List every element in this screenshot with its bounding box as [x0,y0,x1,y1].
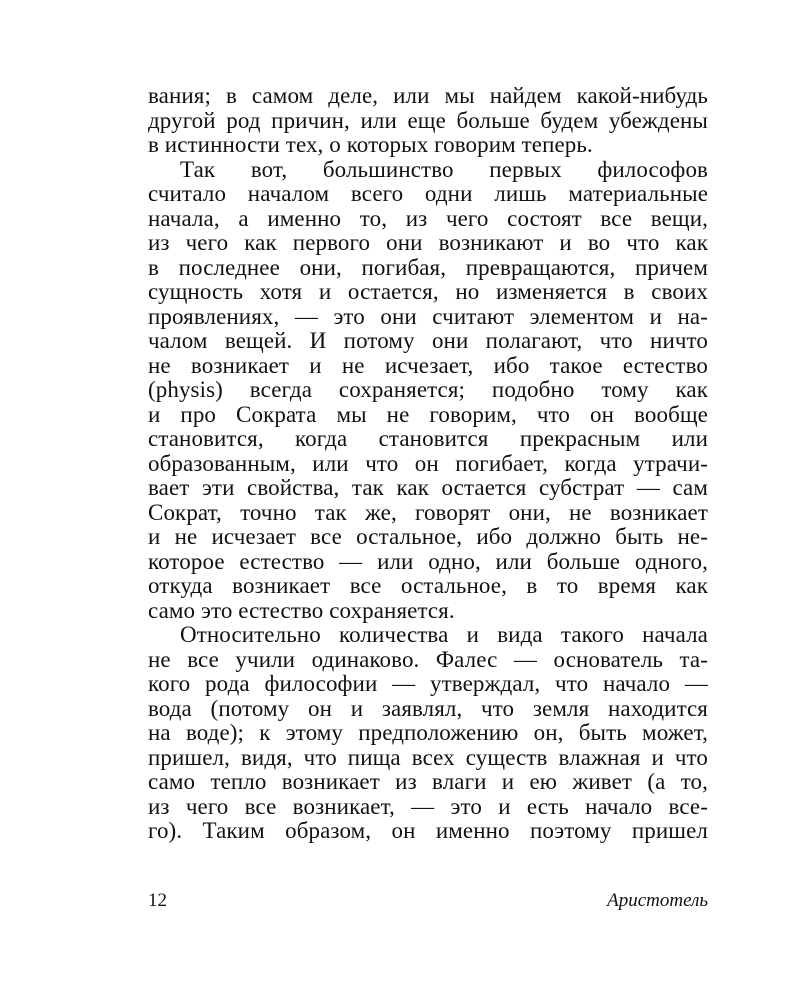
text-line: сущность хотя и остается, но изменяется в своих [148,279,708,304]
text-line: откуда возникает все остальное, в то время как [148,573,708,598]
paragraph-1 [148,84,708,158]
text-line: считало началом всего одни лишь материальные [148,181,708,206]
text-line: само тепло возникает из влаги и ею живет (а то, [148,769,708,794]
text-line: вания; в самом деле, или мы найдем какой-нибудь [148,83,708,108]
text-line: которое естество — или одно, или больше одного, [148,548,708,574]
page-number: 12 [148,890,167,911]
page-body [148,84,708,844]
text-line: Сократ, точно так же, говорят они, не возникает [148,499,708,525]
text-line: Так вот, большинство первых философов [180,156,708,182]
text-line: становится, когда становится прекрасным или [148,426,708,451]
text-line: в истинности тех, о которых говорим теперь. [148,132,593,157]
running-title: Аристотель [607,890,708,911]
text-line: и про Сократа мы не говорим, что он вообще [148,401,708,427]
text-line: кого рода философии — утверждал, что начало — [148,671,708,696]
text-line: другой род причин, или еще больше будем убеждены [148,107,708,133]
text-line: не все учили одинаково. Фалес — основатель та- [148,646,708,672]
text-line: и не исчезает все остальное, ибо должно быть не- [148,524,708,549]
text-line: в последнее они, погибая, превращаются, причем [148,254,708,280]
text-line: из чего все возникает, — это и есть начало все- [148,793,708,819]
text-line: на воде); к этому предположению он, быть может, [148,720,708,745]
text-line: (physis) всегда сохраняется; подобно тому как [148,377,708,402]
text-line: го). Таким образом, он именно поэтому пришел [148,818,708,843]
text-line: начала, а именно то, из чего состоят все вещи, [148,205,708,231]
text-line: Относительно количества и вида такого начала [180,622,708,647]
text-line: образованным, или что он погибает, когда утрачи- [148,450,708,476]
text-line: само это естество сохраняется. [148,597,455,623]
paragraph-3 [148,623,708,844]
text-line: вода (потому он и заявлял, что земля находится [148,695,708,721]
text-line: не возникает и не исчезает, ибо такое естество [148,352,708,378]
text-line: из чего как первого они возникают и во что как [148,230,708,255]
text-line: проявлениях, — это они считают элементом и на- [148,303,708,329]
text-line: пришел, видя, что пища всех существ влажная и что [148,744,708,770]
page-footer [148,888,708,914]
paragraph-2 [148,158,708,624]
text-line: вает эти свойства, так как остается субстрат — сам [148,475,708,500]
text-line: чалом вещей. И потому они полагают, что ничто [148,328,708,353]
